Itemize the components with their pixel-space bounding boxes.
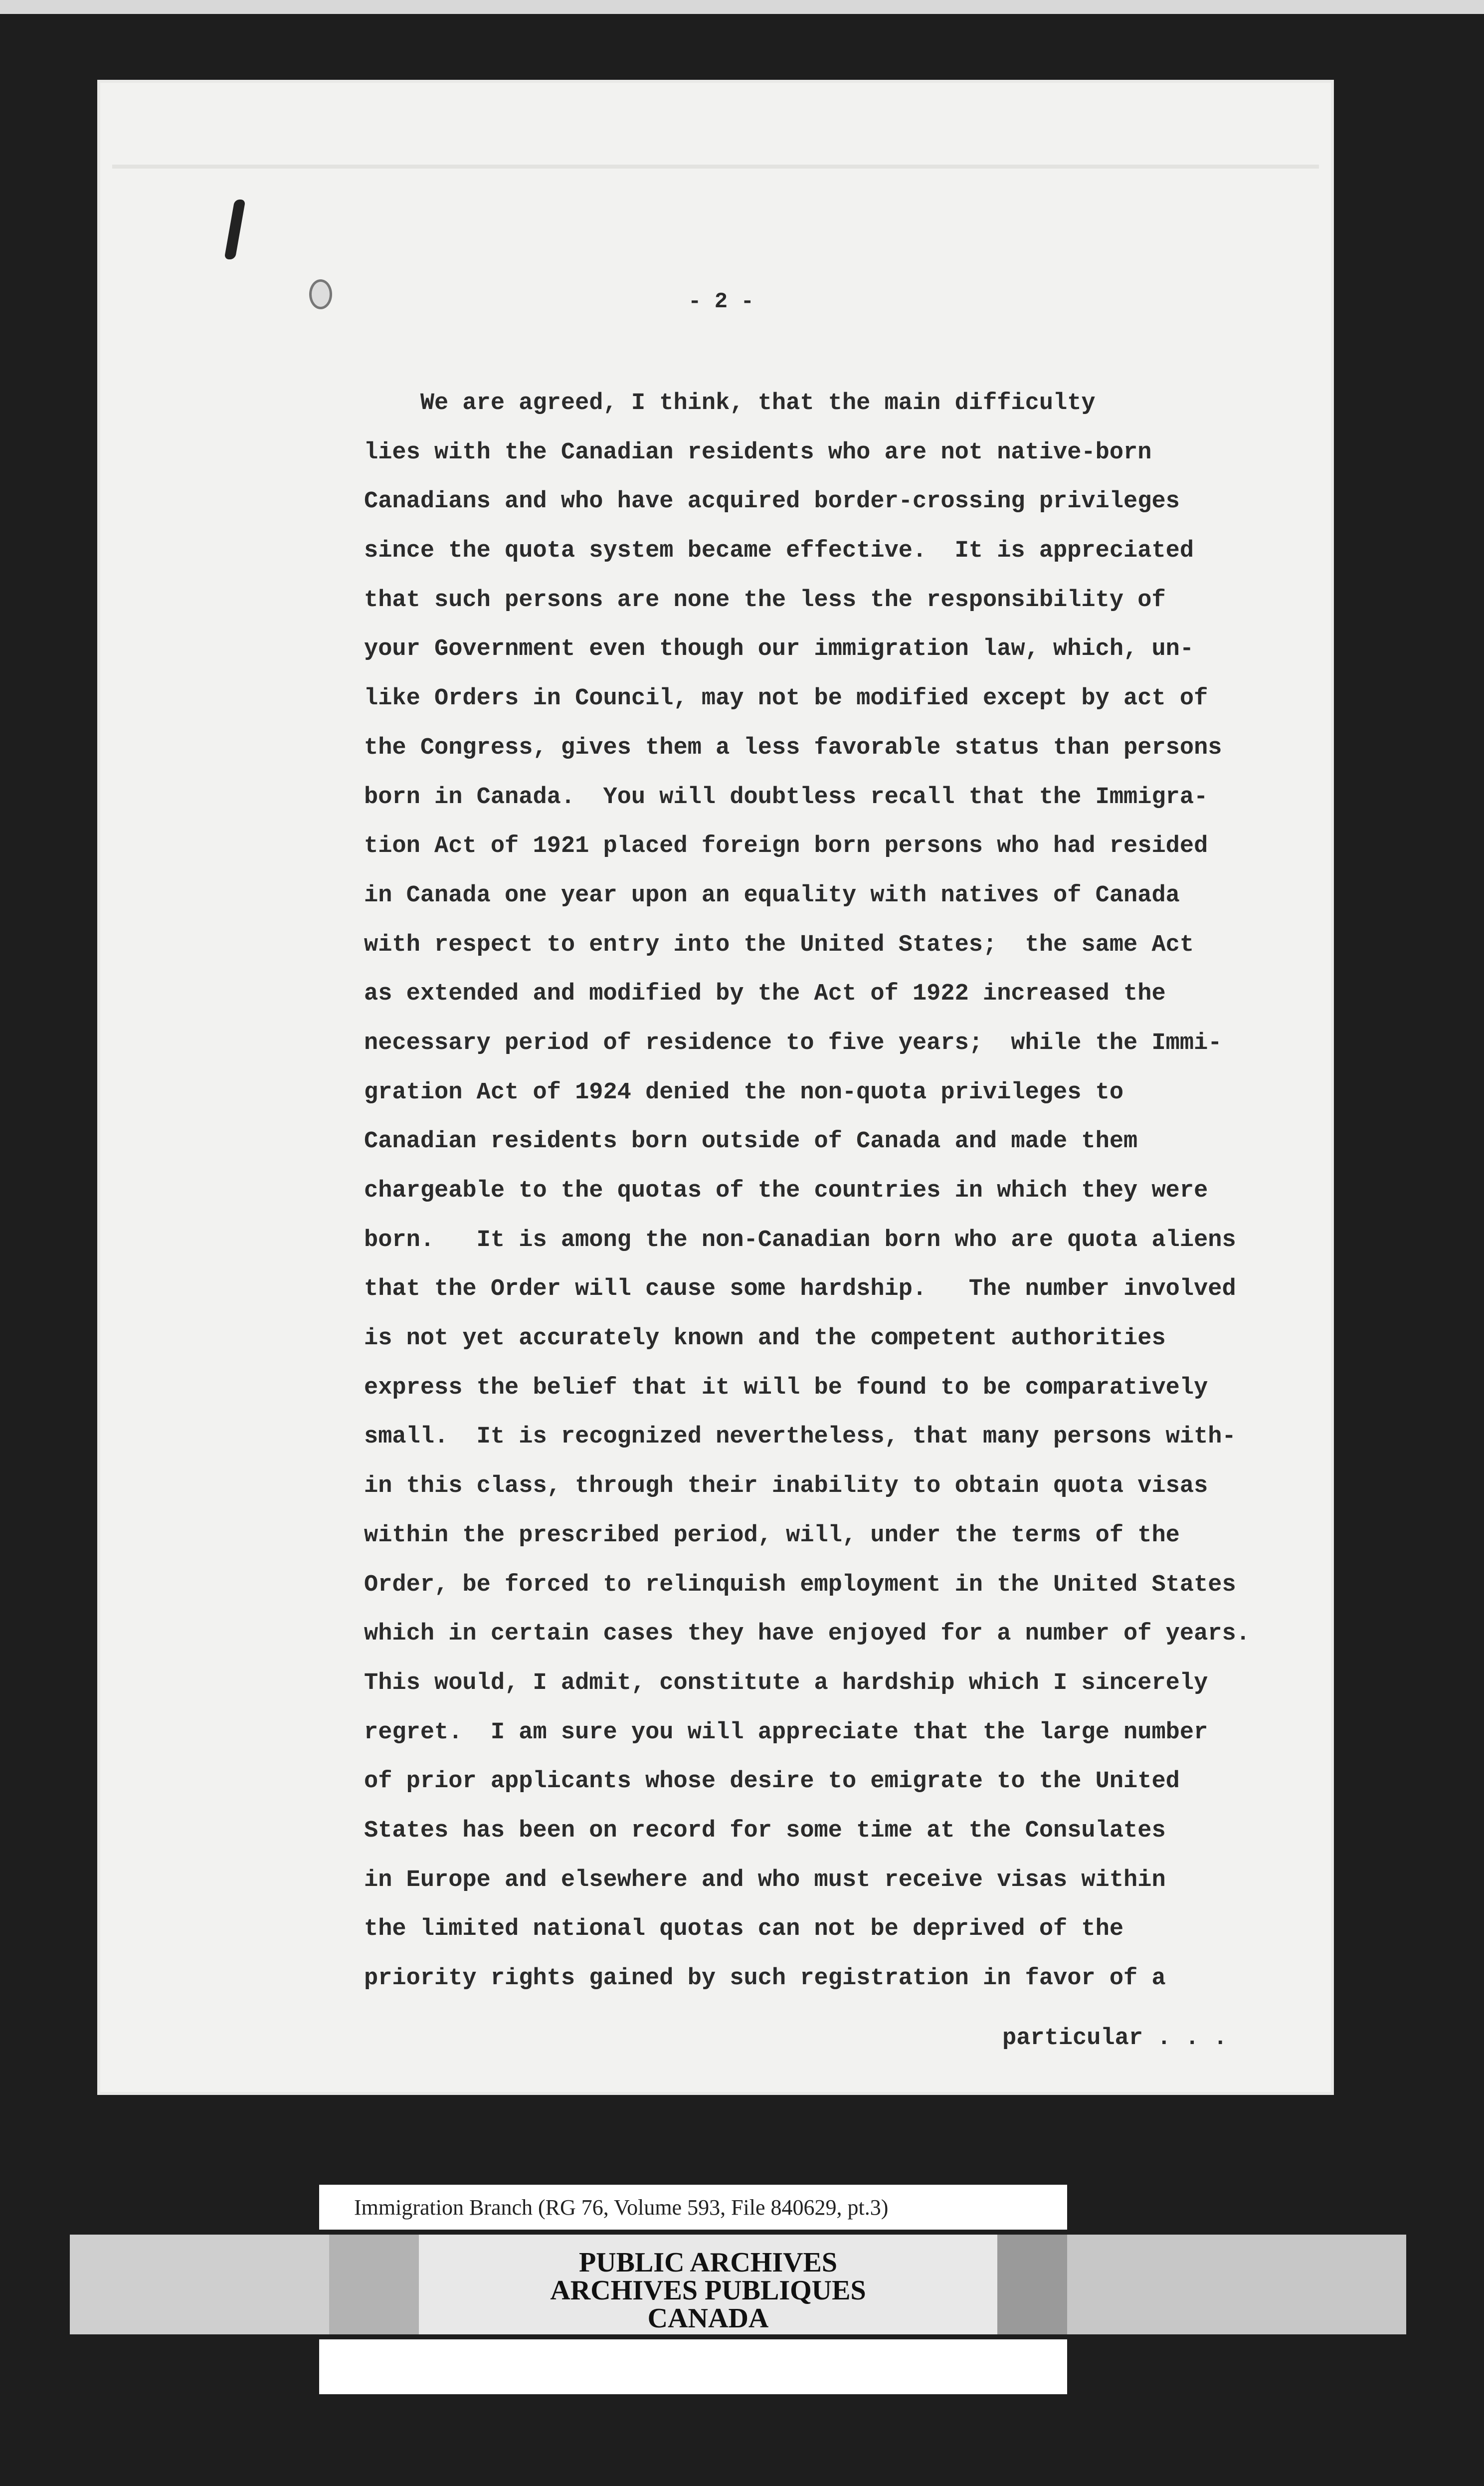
text-line: small. It is recognized nevertheless, that many persons with-: [364, 1424, 1236, 1450]
text-line: born. It is among the non-Canadian born who are quota aliens: [364, 1227, 1236, 1253]
strip-segment: [1067, 2235, 1406, 2334]
text-line: that the Order will cause some hardship. The number involved: [364, 1276, 1236, 1303]
text-line: that such persons are none the less the responsibility of: [364, 587, 1166, 614]
stamp-line-3: CANADA: [647, 2303, 769, 2334]
strip-segment: [70, 2235, 329, 2334]
punch-hole-mark: [309, 279, 332, 309]
text-line: priority rights gained by such registration in favor of a: [364, 1965, 1166, 1992]
text-line: lies with the Canadian residents who are not native-born: [364, 439, 1152, 466]
text-line: Canadian residents born outside of Canada and made them: [364, 1128, 1138, 1155]
film-edge: [0, 0, 1484, 14]
text-line: since the quota system became effective. It is appreciated: [364, 538, 1194, 565]
archive-citation: Immigration Branch (RG 76, Volume 593, File 840629, pt.3): [354, 2195, 889, 2220]
blank-label: [319, 2339, 1067, 2394]
text-line: your Government even though our immigration law, which, un-: [364, 636, 1194, 663]
stamp-line-1: PUBLIC ARCHIVES: [578, 2247, 838, 2278]
text-line: in this class, through their inability to obtain quota visas: [364, 1473, 1208, 1500]
text-line: chargeable to the quotas of the countries in which they were: [364, 1178, 1208, 1204]
page-number: - 2 -: [688, 289, 754, 314]
text-line: which in certain cases they have enjoyed for a number of years.: [364, 1621, 1250, 1648]
text-line: express the belief that it will be found to be comparatively: [364, 1374, 1208, 1401]
text-line: regret. I am sure you will appreciate that the large number: [364, 1719, 1208, 1746]
text-line: necessary period of residence to five years; while the Immi-: [364, 1030, 1222, 1056]
text-line: like Orders in Council, may not be modified except by act of: [364, 685, 1208, 712]
text-line: tion Act of 1921 placed foreign born persons who had resided: [364, 833, 1208, 860]
stamp-line-2: ARCHIVES PUBLIQUES: [550, 2275, 866, 2306]
text-line: Canadians and who have acquired border-crossing privileges: [364, 488, 1180, 515]
catchword: particular . . .: [1002, 2025, 1228, 2052]
text-line: the Congress, gives them a less favorable status than persons: [364, 734, 1222, 761]
text-line: in Canada one year upon an equality with natives of Canada: [364, 882, 1180, 909]
letter-body: [364, 379, 1311, 2004]
text-line: as extended and modified by the Act of 1922 increased the: [364, 981, 1166, 1008]
text-line: within the prescribed period, will, under the terms of the: [364, 1522, 1180, 1549]
text-line: born in Canada. You will doubtless recall that the Immigra-: [364, 784, 1208, 811]
text-line: is not yet accurately known and the competent authorities: [364, 1325, 1166, 1352]
text-line: Order, be forced to relinquish employment in the United States: [364, 1571, 1236, 1598]
text-line: States has been on record for some time at the Consulates: [364, 1817, 1166, 1844]
text-line: We are agreed, I think, that the main difficulty: [364, 390, 1096, 416]
text-line: the limited national quotas can not be deprived of the: [364, 1916, 1124, 1943]
text-line: This would, I admit, constitute a hardship which I sincerely: [364, 1669, 1208, 1696]
text-line: of prior applicants whose desire to emigrate to the United: [364, 1768, 1180, 1795]
text-line: gration Act of 1924 denied the non-quota privileges to: [364, 1079, 1124, 1106]
archives-stamp: [419, 2235, 997, 2334]
text-line: with respect to entry into the United States; the same Act: [364, 931, 1194, 958]
text-line: in Europe and elsewhere and who must receive visas within: [364, 1866, 1166, 1893]
